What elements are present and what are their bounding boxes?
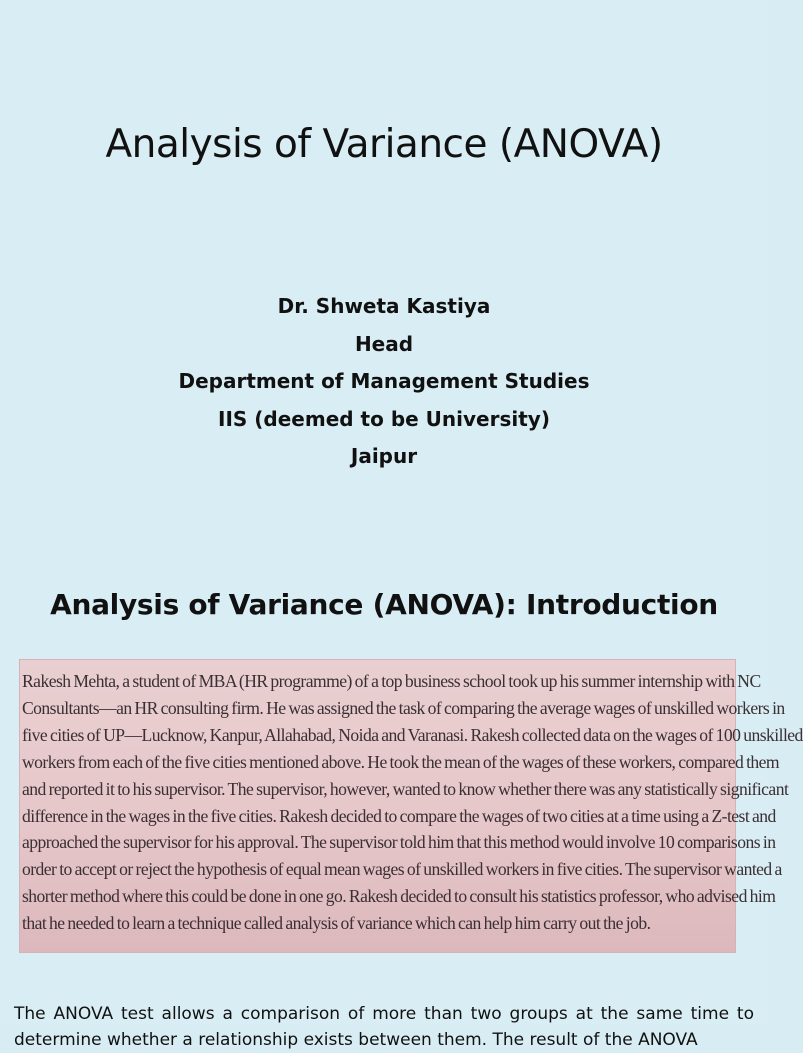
author-department: Department of Management Studies — [178, 369, 590, 393]
author-city: Jaipur — [350, 444, 418, 468]
section-title: Analysis of Variance (ANOVA): Introduction — [50, 588, 718, 621]
author-position: Head — [354, 331, 414, 356]
author-name: Dr. Shweta Kastiya — [277, 294, 491, 318]
slide-title: Analysis of Variance (ANOVA) — [105, 122, 663, 167]
scanned-text-image — [19, 659, 803, 953]
scanned-line: approached the supervisor for his approval. The supervisor told him that this method would involve 10 comparisons in — [22, 832, 776, 853]
scanned-paragraph — [22, 668, 803, 937]
author-block — [0, 288, 768, 476]
scanned-line: shorter method where this could be done in one go. Rakesh decided to consult his statistics professor, who advised him — [22, 886, 776, 907]
scanned-line: Rakesh Mehta, a student of MBA (HR programme) of a top business school took up his summer internship with NC — [22, 671, 761, 691]
scanned-line: Consultants—an HR consulting firm. He was assigned the task of comparing the average wages of unskilled workers in — [22, 697, 785, 718]
body-paragraph: The ANOVA test allows a comparison of more than two groups at the same time to determine whether a relationship exists between them. The result of the ANOVA — [14, 1004, 754, 1050]
author-university: IIS (deemed to be University) — [218, 406, 550, 431]
scanned-line: that he needed to learn a technique called analysis of variance which can help him carry out the job. — [22, 913, 651, 934]
scanned-line: order to accept or reject the hypothesis of equal mean wages of unskilled workers in five cities. The supervisor wanted a — [22, 859, 782, 880]
scanned-line: and reported it to his supervisor. The supervisor, however, wanted to know whether there was any statistically significant — [22, 778, 789, 799]
scanned-line: five cities of UP—Lucknow, Kanpur, Allahabad, Noida and Varanasi. Rakesh collected data on the wages of 100 unskilled — [22, 724, 803, 745]
scanned-line: difference in the wages in the five cities. Rakesh decided to compare the wages of two cities at a time using a Z-test and — [22, 805, 776, 826]
scanned-line: workers from each of the five cities mentioned above. He took the mean of the wages of these workers, compared them — [22, 751, 780, 772]
